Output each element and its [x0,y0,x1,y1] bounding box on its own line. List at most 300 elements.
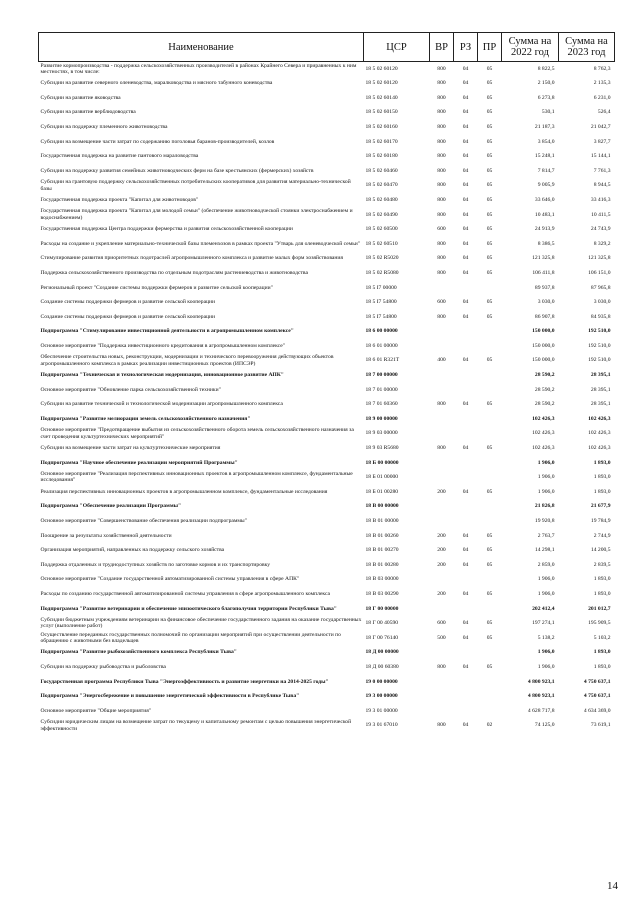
row-sum-2023: 8 329,2 [593,240,611,247]
row-rz [454,456,478,471]
row-pr [478,368,502,383]
row-name: Субсидии на развитие северного оленеводства, маралководства и мясного табунного коневодства [40,80,273,87]
row-csr: 18 5 02 60120 [365,65,398,72]
row-pr: 05 [486,663,493,670]
row-name: Субсидии на поддержку племенного животноводства [40,123,168,130]
row-name: Подпрограмма "Обеспечение реализации Программы" [40,503,182,510]
row-sum-2022: 1 906,0 [537,474,555,481]
row-rz [454,426,478,441]
row-rz: 04 [462,109,469,116]
row-name: Государственная программа Республики Тыва "Энергоэффективность и развитие энергетики на 2014-2025 годы" [40,678,329,685]
row-pr [478,689,502,704]
table-row [39,660,615,675]
row-csr: 18 7 01 00000 [365,386,398,393]
row-sum-2022: 530,1 [541,109,555,116]
row-rz: 04 [462,269,469,276]
row-sum-2023: 33 416,3 [590,196,611,203]
row-csr: 18 6 00 00000 [365,328,398,335]
row-rz [454,689,478,704]
table-header [39,33,615,62]
row-sum-2022: 19 920,8 [534,518,555,524]
row-sum-2022: 21 187,3 [534,123,555,130]
row-pr: 05 [486,109,493,116]
row-name: Расходы по созданию государственной автоматизированной системы управления в сфере агропромышленного комплекса [40,590,331,597]
row-pr: 05 [486,65,493,72]
row-sum-2023: 102 426,3 [588,445,611,452]
row-sum-2022: 102 426,3 [532,445,555,452]
row-pr: 05 [486,211,493,218]
row-rz: 04 [462,182,469,189]
row-pr: 05 [486,167,493,174]
table-row [39,266,615,281]
row-sum-2022: 14 298,1 [534,547,555,554]
table-row [39,426,615,441]
row-pr: 05 [486,138,493,145]
row-csr: 19 3 00 00000 [365,693,398,700]
row-name: Создание системы поддержки фермеров и развитие сельской кооперации [40,299,216,306]
table-row [39,178,615,193]
row-name: Подпрограмма "Развитие рыбохозяйственного комплекса Республики Тыва" [40,649,237,656]
row-name: Подпрограмма "Энергосбережение и повышение энергетической эффективности в Республике Тыва" [40,693,300,700]
row-sum-2023: 1 893,0 [593,576,611,583]
row-csr: 18 7 01 60360 [365,401,398,408]
row-csr: 19 3 01 00000 [365,707,398,714]
table-row [39,339,615,354]
row-sum-2023: 121 325,8 [588,255,611,262]
row-sum-2022: 33 646,0 [534,196,555,203]
row-rz: 04 [462,532,469,539]
row-pr: 02 [486,722,493,729]
row-rz [454,383,478,398]
row-vr: 800 [437,196,446,203]
row-csr: 19 3 01 67010 [365,722,398,729]
row-sum-2022: 28 590,2 [534,386,555,393]
row-sum-2023: 10 411,5 [591,211,611,218]
row-sum-2023: 28 395,1 [590,372,611,379]
row-rz [454,645,478,660]
row-csr: 18 В 03 00290 [365,590,399,597]
row-csr: 18 5 02 60140 [365,94,398,101]
row-rz [454,324,478,339]
row-csr: 18 5 02 60510 [365,240,398,247]
table-row [39,251,615,266]
row-sum-2022: 24 913,9 [534,226,555,233]
row-sum-2022: 9 005,9 [537,182,555,189]
row-vr [430,412,454,427]
row-pr [478,601,502,616]
row-name: Государственная поддержка Центра поддержки фермерства и развития сельскохозяйственной кооперации [40,226,293,233]
row-pr [478,645,502,660]
table-row [39,485,615,500]
table-row [39,91,615,106]
row-sum-2023: 6 231,0 [593,94,611,101]
row-rz: 04 [462,123,469,130]
row-sum-2023: 7 761,3 [593,167,611,174]
row-vr: 800 [437,313,446,320]
row-csr: 18 Д 00 00000 [365,649,399,656]
row-csr: 18 9 03 R5680 [365,445,399,452]
row-pr: 05 [486,532,493,539]
row-vr: 800 [437,255,446,262]
row-name: Государственная поддержка проекта "Капитал для животноводов" [40,196,199,203]
page-number: 14 [607,880,618,892]
row-sum-2022: 2 763,7 [537,532,555,539]
row-rz [454,368,478,383]
row-pr: 05 [486,226,493,233]
row-csr: 18 5 02 60150 [365,109,398,116]
row-name: Подпрограмма "Стимулирование инвестиционной деятельности в агропромышленном комплексе" [40,328,294,335]
row-sum-2023: 1 893,0 [593,663,611,670]
header-csr: ЦСР [364,33,430,62]
row-vr: 800 [437,65,446,72]
row-rz: 04 [462,401,469,408]
row-sum-2022: 8 822,5 [537,65,555,72]
row-pr: 05 [486,488,493,495]
row-name: Реализация перспективных инновационных проектов в агропромышленном комплексе, фундаментальные исследования [40,488,328,495]
budget-table-sheet [38,32,614,733]
row-sum-2022: 1 906,0 [537,488,555,495]
row-pr [478,339,502,354]
row-rz: 04 [462,196,469,203]
row-name: Расходы на создание и укрепление материально-технической базы племенхозов в рамках проекта "Утварь для оленеводческой семьи" [40,240,361,247]
row-name: Основное мероприятие "Поддержка инвестиционного кредитования в агропромышленном комплексе" [40,342,286,349]
row-sum-2022: 6 273,8 [537,94,555,101]
row-name: Субсидии бюджетным учреждениям ветеринарии на финансовое обеспечение государственного задания на оказание государственных услуг (выполнение работ) [40,616,362,630]
row-rz: 04 [462,80,469,87]
row-name: Субсидии на возмещение части затрат на культуртехнические мероприятия [40,445,221,452]
row-vr [430,499,454,514]
row-vr: 800 [437,94,446,101]
row-sum-2023: 19 784,9 [590,518,611,524]
row-pr [478,704,502,719]
row-csr: 18 Г 00 40590 [365,620,399,627]
row-rz [454,499,478,514]
header-name: Наименование [39,33,364,62]
row-csr: 18 Б 01 00280 [365,488,399,495]
row-name: Основное мероприятие "Общие мероприятия" [40,707,152,714]
table-row [39,456,615,471]
row-name: Подпрограмма "Развитие ветеринарии и обеспечение эпизоотического благополучия территории Республики Тыва" [40,605,337,612]
table-row [39,149,615,164]
row-vr [430,339,454,354]
table-row [39,645,615,660]
table-row [39,572,615,587]
row-vr: 800 [437,722,446,729]
row-rz: 04 [462,488,469,495]
row-vr: 200 [437,547,446,554]
row-rz [454,514,478,529]
row-rz: 04 [462,94,469,101]
row-vr: 800 [437,211,446,218]
table-row [39,368,615,383]
row-sum-2023: 84 935,8 [590,313,611,320]
row-pr [478,470,502,485]
row-vr [430,514,454,529]
row-sum-2022: 4 628 717,8 [527,707,555,714]
row-rz [454,339,478,354]
row-sum-2023: 2 744,9 [593,532,611,539]
row-vr: 800 [437,109,446,116]
row-pr: 05 [486,357,493,364]
table-row [39,718,615,733]
row-sum-2023: 28 395,1 [590,386,611,393]
row-vr: 800 [437,123,446,130]
row-name: Субсидии на развитие верблюдоводства [40,109,136,116]
row-sum-2023: 526,4 [597,109,611,116]
row-name: Субсидии на развитие яководства [40,94,121,101]
row-rz: 04 [462,663,469,670]
row-sum-2022: 28 590,2 [534,401,555,408]
row-pr [478,514,502,529]
row-rz: 04 [462,722,469,729]
table-row [39,193,615,208]
row-rz: 04 [462,634,469,641]
row-pr [478,324,502,339]
table-row [39,441,615,456]
row-name: Основное мероприятие "Создание государственной автоматизированной системы управления в сфере АПК" [40,576,300,583]
row-sum-2023: 192 510,0 [588,328,611,335]
row-vr: 200 [437,488,446,495]
row-name: Субсидии на возмещение части затрат по содержанию поголовья баранов-производителей, козлов [40,138,275,145]
row-sum-2022: 202 412,4 [532,605,555,612]
table-row [39,222,615,237]
row-sum-2023: 102 426,3 [588,415,611,422]
row-sum-2023: 8 762,3 [593,65,611,72]
row-vr: 200 [437,561,446,568]
row-csr: 18 5 I7 54800 [365,313,397,320]
row-csr: 18 5 02 60490 [365,211,398,218]
row-sum-2022: 15 248,1 [534,153,555,160]
header-pr: ПР [478,33,502,62]
row-sum-2022: 1 906,0 [537,576,555,583]
row-csr: 18 В 01 00270 [365,547,399,554]
row-sum-2022: 1 906,0 [537,590,555,597]
table-row [39,164,615,179]
table-row [39,62,615,77]
row-csr: 18 5 02 R5080 [365,269,399,276]
table-row [39,499,615,514]
row-sum-2023: 2 839,5 [593,561,611,568]
row-name: Подпрограмма "Развитие мелиорации земель сельскохозяйственного назначения" [40,415,251,422]
row-rz: 04 [462,211,469,218]
table-row [39,207,615,222]
row-sum-2023: 1 893,0 [593,474,611,481]
row-name: Поддержка отдаленных и труднодоступных хозяйств по заготовке кормов и их транспортировку [40,561,271,568]
row-name: Организация мероприятий, направленных на поддержку сельского хозяйства [40,547,225,554]
row-csr: 18 5 I7 54800 [365,299,397,306]
row-sum-2023: 21 677,9 [590,503,611,510]
row-sum-2023: 8 944,5 [593,182,611,189]
row-sum-2023: 21 042,7 [590,123,611,130]
table-row [39,280,615,295]
table-body [39,62,615,733]
row-sum-2023: 1 893,0 [593,488,611,495]
row-rz: 04 [462,226,469,233]
row-pr: 05 [486,240,493,247]
row-rz: 04 [462,240,469,247]
row-csr: 18 Б 00 00000 [365,459,399,466]
row-vr: 800 [437,167,446,174]
row-rz [454,601,478,616]
table-row [39,674,615,689]
table-row [39,134,615,149]
row-rz [454,280,478,295]
row-vr: 600 [437,620,446,627]
row-vr [430,324,454,339]
row-sum-2023: 195 909,5 [588,620,611,627]
row-sum-2023: 1 893,0 [593,590,611,597]
row-sum-2023: 28 395,1 [590,401,611,408]
row-sum-2022: 102 426,3 [532,415,555,422]
row-csr: 18 5 02 R5020 [365,255,399,262]
row-sum-2022: 1 906,0 [537,459,555,466]
table-row [39,412,615,427]
row-pr [478,426,502,441]
row-sum-2022: 102 426,3 [532,430,555,437]
row-sum-2022: 197 274,1 [532,620,555,627]
row-pr [478,499,502,514]
row-vr: 800 [437,663,446,670]
row-sum-2022: 3 854,0 [537,138,555,145]
table-row [39,631,615,646]
row-csr: 18 9 00 00000 [365,415,398,422]
row-sum-2023: 192 510,0 [588,342,611,349]
row-name: Поддержка сельскохозяйственного производства по отдельным подотраслям растениеводства и животноводства [40,269,308,276]
row-rz [454,470,478,485]
table-row [39,587,615,602]
row-pr: 05 [486,80,493,87]
row-sum-2022: 1 906,0 [537,649,555,656]
row-rz: 04 [462,299,469,306]
row-csr: 18 6 01 R321T [365,357,400,364]
row-sum-2023: 201 012,7 [588,605,611,612]
row-csr: 18 В 01 00000 [365,518,399,524]
row-vr [430,689,454,704]
row-sum-2022: 21 826,8 [534,503,555,510]
row-sum-2022: 150 000,0 [532,328,555,335]
row-sum-2023: 2 135,3 [593,80,611,87]
row-sum-2022: 4 800 923,1 [527,678,555,685]
row-sum-2023: 15 144,1 [590,153,611,160]
table-row [39,558,615,573]
row-name: Субсидии на развитие технической и технологической модернизации агропромышленного комплекса [40,401,283,408]
row-csr: 18 5 02 60170 [365,138,398,145]
row-pr [478,280,502,295]
row-rz [454,412,478,427]
row-sum-2023: 4 634 369,0 [583,707,611,714]
row-pr: 05 [486,313,493,320]
row-name: Субсидии на грантовую поддержку сельскохозяйственных потребительских кооперативов для развития материально-технической базы [40,179,351,192]
table-row [39,689,615,704]
row-sum-2022: 1 906,0 [537,663,555,670]
row-name: Субсидии юридическим лицам на возмещение затрат по текущему и капитальному ремонтам с целью повышения энергетической эффективности [40,719,352,732]
row-vr [430,645,454,660]
table-row [39,310,615,325]
budget-table [38,32,615,733]
table-row [39,76,615,91]
row-csr: 18 В 00 00000 [365,503,399,510]
row-pr: 05 [486,620,493,627]
row-sum-2022: 8 386,5 [537,240,555,247]
row-vr [430,470,454,485]
row-pr [478,674,502,689]
row-sum-2022: 3 030,0 [537,299,555,306]
table-row [39,397,615,412]
row-vr [430,368,454,383]
row-sum-2023: 106 151,0 [588,269,611,276]
row-name: Субсидии на поддержку развития семейных животноводческих ферм на базе крестьянских (фермерских) хозяйств [40,167,314,174]
row-sum-2022: 106 411,8 [532,269,555,276]
table-row [39,324,615,339]
header-sum-2022: Сумма на 2022 год [502,33,559,62]
table-row [39,295,615,310]
row-csr: 18 Д 00 60380 [365,663,399,670]
row-vr: 800 [437,80,446,87]
row-pr: 05 [486,94,493,101]
row-csr: 18 Г 00 00000 [365,605,399,612]
table-row [39,543,615,558]
row-vr [430,674,454,689]
row-csr: 18 Г 00 76140 [365,634,399,641]
row-sum-2022: 150 000,0 [532,342,555,349]
row-sum-2023: 102 426,3 [588,430,611,437]
row-vr [430,426,454,441]
row-name: Основное мероприятие "Предотвращение выбытия из сельскохозяйственного оборота земель сельскохозяйственного назначения за счет проведения культуртехнических мероприятий" [40,427,354,440]
row-rz: 04 [462,313,469,320]
row-vr: 200 [437,532,446,539]
row-pr: 05 [486,182,493,189]
row-pr: 05 [486,153,493,160]
table-row [39,237,615,252]
row-vr: 800 [437,269,446,276]
row-rz [454,674,478,689]
row-rz: 04 [462,167,469,174]
row-rz: 04 [462,590,469,597]
row-vr: 800 [437,182,446,189]
row-pr [478,456,502,471]
row-csr: 18 5 02 60160 [365,123,398,130]
row-vr: 400 [437,357,446,364]
row-csr: 19 0 00 00000 [365,678,398,685]
row-name: Основное мероприятие "Совершенствование обеспечения реализации подпрограммы" [40,518,247,524]
row-pr: 05 [486,401,493,408]
row-rz: 04 [462,445,469,452]
row-pr: 05 [486,269,493,276]
row-name: Региональный проект "Создание системы поддержки фермеров и развитие сельской кооперации" [40,284,273,291]
row-sum-2023: 1 893,0 [593,459,611,466]
row-pr: 05 [486,123,493,130]
row-csr: 18 5 I7 00000 [365,284,397,291]
row-name: Подпрограмма "Научное обеспечение реализации мероприятий Программы" [40,459,238,466]
row-name: Основное мероприятие "Реализация перспективных инновационных проектов в агропромышленном комплексе, фундаментальные исследования" [40,471,353,484]
row-rz: 04 [462,620,469,627]
row-name: Создание системы поддержки фермеров и развитие сельской кооперации [40,313,216,320]
row-name: Стимулирование развития приоритетных подотраслей агропромышленного комплекса и развитие малых форм хозяйствования [40,255,343,262]
row-sum-2022: 4 800 923,1 [527,693,555,700]
row-pr [478,412,502,427]
row-sum-2022: 2 150,0 [537,80,555,87]
row-name: Государственная поддержка на развитие пантового мараловодства [40,153,199,160]
row-vr: 600 [437,299,446,306]
row-sum-2023: 3 030,0 [593,299,611,306]
row-rz: 04 [462,255,469,262]
row-name: Развитие кормопроизводства - поддержка сельскохозяйственных производителей в районах Крайнего Севера и приравненных к ним местностях, в том числе: [40,62,357,76]
row-vr [430,383,454,398]
row-sum-2023: 5 103,2 [593,634,611,641]
row-rz: 04 [462,65,469,72]
row-sum-2022: 86 907,8 [534,313,555,320]
row-rz: 04 [462,357,469,364]
